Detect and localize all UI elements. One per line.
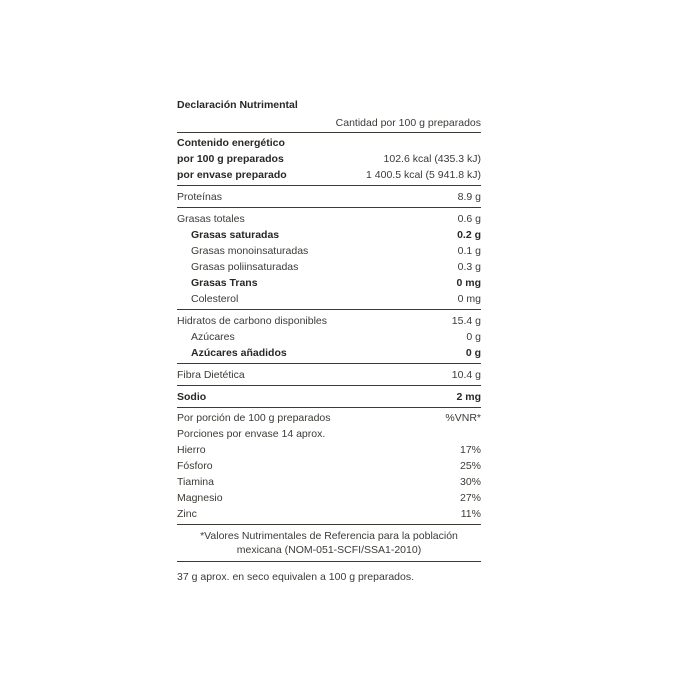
label-title: Declaración Nutrimental	[177, 99, 298, 111]
mineral-row	[177, 458, 481, 474]
carb-row	[177, 313, 481, 329]
energy-heading	[177, 135, 481, 151]
quantity-subheader	[177, 114, 481, 133]
servings-text: Porciones por envase 14 aprox.	[177, 428, 326, 440]
nutrient-value: 0.6 g	[457, 213, 481, 225]
nutrient-label: Grasas Trans	[191, 277, 258, 289]
fiber-row	[177, 367, 481, 383]
protein-value: 8.9 g	[457, 191, 481, 203]
nutrient-label: Grasas poliinsaturadas	[191, 261, 299, 273]
fat-row	[177, 259, 481, 275]
fat-section	[177, 208, 481, 310]
energy-value: 1 400.5 kcal (5 941.8 kJ)	[366, 169, 481, 181]
nutrient-label: Grasas monoinsaturadas	[191, 245, 309, 257]
nutrient-value: 0 mg	[457, 293, 481, 305]
mineral-label: Hierro	[177, 444, 206, 456]
nutrient-value: 0 g	[466, 331, 481, 343]
nutrient-label: Grasas saturadas	[191, 229, 280, 241]
fiber-label: Fibra Dietética	[177, 369, 245, 381]
sodium-label: Sodio	[177, 391, 207, 403]
mineral-value: 30%	[459, 476, 481, 488]
mineral-value: 11%	[460, 508, 481, 520]
protein-section	[177, 186, 481, 208]
fat-row	[177, 275, 481, 291]
mineral-value: 25%	[459, 460, 481, 472]
mineral-value: 17%	[459, 444, 481, 456]
sodium-section	[177, 386, 481, 408]
mineral-label: Zinc	[177, 508, 197, 520]
mineral-row	[177, 442, 481, 458]
nutrient-label: Hidratos de carbono disponibles	[177, 315, 328, 327]
mineral-label: Fósforo	[177, 460, 213, 472]
carb-row	[177, 345, 481, 361]
nutrient-value: 0.1 g	[457, 245, 481, 257]
vnr-footnote	[177, 525, 481, 562]
energy-row-envase	[177, 167, 481, 183]
nutrient-value: 15.4 g	[451, 315, 481, 327]
nutrient-label: Grasas totales	[177, 213, 245, 225]
portion-label: Por porción de 100 g preparados	[177, 412, 331, 424]
mineral-label: Magnesio	[177, 492, 223, 504]
nutrition-label	[177, 96, 481, 584]
nutrient-label: Azúcares añadidos	[191, 347, 287, 359]
energy-row-100g	[177, 151, 481, 167]
sodium-row	[177, 389, 481, 405]
mineral-row	[177, 506, 481, 522]
mineral-label: Tiamina	[177, 476, 214, 488]
fiber-value: 10.4 g	[451, 369, 481, 381]
energy-value: 102.6 kcal (435.3 kJ)	[383, 153, 481, 165]
portion-row	[177, 410, 481, 426]
sodium-value: 2 mg	[456, 391, 481, 403]
nutrient-value: 0 g	[465, 347, 481, 359]
energy-heading-text: Contenido energético	[177, 137, 285, 149]
nutrient-label: Colesterol	[191, 293, 239, 305]
fat-row	[177, 227, 481, 243]
energy-section	[177, 133, 481, 186]
preparation-note: 37 g aprox. en seco equivalen a 100 g preparados.	[177, 571, 415, 583]
fat-row	[177, 211, 481, 227]
protein-label: Proteínas	[177, 191, 222, 203]
vnr-header: %VNR*	[445, 412, 481, 424]
energy-label: por 100 g preparados	[177, 153, 284, 165]
footnote-line-2: mexicana (NOM-051-SCFI/SSA1-2010)	[236, 544, 422, 556]
fat-row	[177, 243, 481, 259]
nutrient-value: 0.2 g	[457, 229, 481, 241]
protein-row	[177, 189, 481, 205]
mineral-row	[177, 474, 481, 490]
mineral-value: 27%	[459, 492, 481, 504]
nutrient-value: 0.3 g	[457, 261, 481, 273]
quantity-subheader-text: Cantidad por 100 g preparados	[335, 117, 481, 129]
carb-row	[177, 329, 481, 345]
carb-section	[177, 310, 481, 364]
nutrient-value: 0 mg	[456, 277, 481, 289]
footnote-line-1: *Valores Nutrimentales de Referencia para la población	[200, 530, 458, 542]
servings-row	[177, 426, 481, 442]
fat-row	[177, 291, 481, 307]
fiber-section	[177, 364, 481, 386]
energy-label: por envase preparado	[177, 169, 287, 181]
mineral-row	[177, 490, 481, 506]
nutrient-label: Azúcares	[191, 331, 235, 343]
vitamin-section	[177, 408, 481, 525]
